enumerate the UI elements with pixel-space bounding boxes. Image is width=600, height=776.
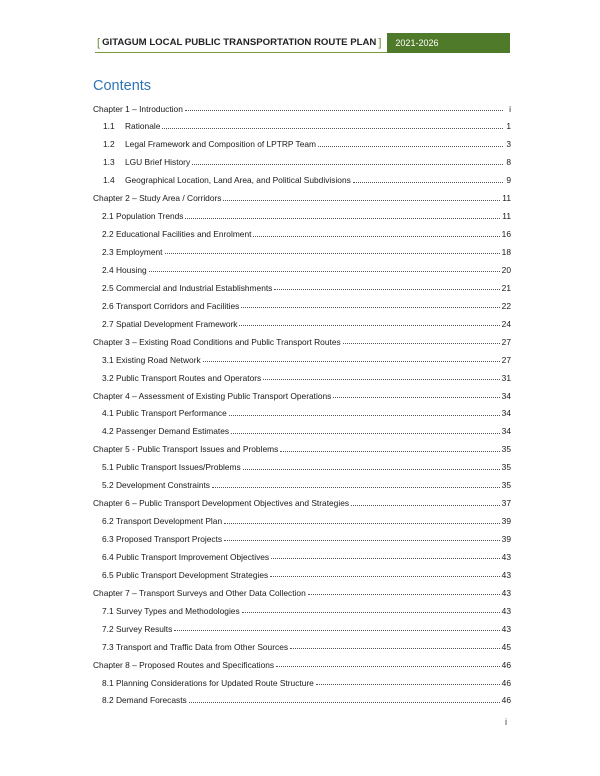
toc-dot-leader <box>223 200 500 201</box>
toc-section-entry[interactable] <box>93 634 511 652</box>
toc-dot-leader <box>243 469 500 470</box>
page-number: i <box>505 717 507 727</box>
toc-section-entry[interactable] <box>93 670 511 688</box>
toc-section-entry[interactable] <box>93 132 511 150</box>
toc-entry-page: 46 <box>501 695 511 706</box>
toc-entry-page: i <box>509 103 511 114</box>
toc-chapter-entry[interactable] <box>93 96 511 114</box>
toc-dot-leader <box>280 451 499 452</box>
toc-entry-page: 3 <box>506 139 511 150</box>
toc-entry-page: 16 <box>501 229 511 240</box>
toc-entry-page: 43 <box>501 623 511 634</box>
toc-dot-leader <box>271 558 500 559</box>
toc-section-entry[interactable] <box>93 365 511 383</box>
toc-entry-page: 43 <box>501 569 511 580</box>
toc-entry-label: 2.3 Employment <box>102 247 163 258</box>
toc-entry-label: 8.1 Planning Considerations for Updated Route Structure <box>102 677 314 688</box>
toc-dot-leader <box>239 325 499 326</box>
toc-dot-leader <box>270 576 499 577</box>
toc-entry-page: 8 <box>506 157 511 168</box>
toc-entry-label: 6.4 Public Transport Improvement Objectives <box>102 551 270 562</box>
toc-section-entry[interactable] <box>93 222 511 240</box>
toc-dot-leader <box>165 253 500 254</box>
toc-entry-page: 9 <box>506 175 511 186</box>
toc-section-entry[interactable] <box>93 293 511 311</box>
toc-dot-leader <box>242 612 500 613</box>
toc-entry-number: 1.3 <box>103 157 115 168</box>
toc-dot-leader <box>185 110 503 111</box>
toc-entry-label: 2.4 Housing <box>102 264 147 275</box>
toc-section-entry[interactable] <box>93 562 511 580</box>
toc-dot-leader <box>185 218 500 219</box>
toc-entry-number: 1.1 <box>103 121 115 132</box>
running-header <box>95 33 510 53</box>
toc-entry-label: 2.7 Spatial Development Framework <box>102 318 238 329</box>
toc-entry-label: 6.2 Transport Development Plan <box>102 516 223 527</box>
toc-entry-page: 34 <box>501 390 511 401</box>
header-title: GITAGUM LOCAL PUBLIC TRANSPORTATION ROUTE PLAN <box>102 37 377 48</box>
toc-dot-leader <box>231 433 500 434</box>
toc-section-entry[interactable] <box>93 347 511 365</box>
toc-entry-number: 1.4 <box>103 175 115 186</box>
toc-entry-label: 7.3 Transport and Traffic Data from Other Sources <box>102 641 289 652</box>
toc-entry-label: Legal Framework and Composition of LPTRP Team <box>125 139 317 150</box>
toc-entry-label: 2.2 Educational Facilities and Enrolment <box>102 229 252 240</box>
toc-entry-page: 1 <box>506 121 511 132</box>
toc-entry-label: Chapter 7 – Transport Surveys and Other Data Collection <box>93 587 306 598</box>
toc-entry-page: 46 <box>501 659 511 670</box>
toc-dot-leader <box>316 684 500 685</box>
toc-section-entry[interactable] <box>93 401 511 419</box>
toc-entry-page: 46 <box>501 677 511 688</box>
toc-entry-label: 7.1 Survey Types and Methodologies <box>102 605 240 616</box>
toc-section-entry[interactable] <box>93 509 511 527</box>
toc-section-entry[interactable] <box>93 204 511 222</box>
toc-dot-leader <box>290 648 500 649</box>
toc-entry-label: 4.1 Public Transport Performance <box>102 408 227 419</box>
toc-entry-label: 5.2 Development Constraints <box>102 480 210 491</box>
toc-chapter-entry[interactable] <box>93 329 511 347</box>
toc-section-entry[interactable] <box>93 275 511 293</box>
toc-entry-label: Chapter 1 – Introduction <box>93 103 183 114</box>
toc-entry-label: Chapter 5 - Public Transport Issues and Problems <box>93 444 279 455</box>
toc-section-entry[interactable] <box>93 311 511 329</box>
toc-entry-label: 2.5 Commercial and Industrial Establishments <box>102 282 273 293</box>
toc-dot-leader <box>224 523 500 524</box>
toc-entry-page: 18 <box>501 247 511 258</box>
toc-entry-label: 4.2 Passenger Demand Estimates <box>102 426 230 437</box>
toc-dot-leader <box>174 630 499 631</box>
toc-entry-page: 43 <box>501 605 511 616</box>
toc-entry-page: 20 <box>501 264 511 275</box>
toc-entry-page: 24 <box>501 318 511 329</box>
toc-entry-page: 34 <box>501 408 511 419</box>
toc-dot-leader <box>274 289 499 290</box>
toc-entry-page: 11 <box>502 211 511 222</box>
toc-chapter-entry[interactable] <box>93 186 511 204</box>
toc-section-entry[interactable] <box>93 544 511 562</box>
toc-section-entry[interactable] <box>93 150 511 168</box>
toc-entry-page: 43 <box>501 587 511 598</box>
toc-dot-leader <box>203 361 500 362</box>
toc-section-entry[interactable] <box>93 688 511 706</box>
toc-entry-page: 21 <box>501 282 511 293</box>
toc-entry-label: 5.1 Public Transport Issues/Problems <box>102 462 241 473</box>
toc-dot-leader <box>343 343 500 344</box>
toc-entry-label: Geographical Location, Land Area, and Political Subdivisions <box>125 175 351 186</box>
toc-dot-leader <box>212 487 500 488</box>
toc-entry-label: 2.1 Population Trends <box>102 211 184 222</box>
toc-chapter-entry[interactable] <box>93 383 511 401</box>
toc-section-entry[interactable] <box>93 616 511 634</box>
toc-chapter-entry[interactable] <box>93 491 511 509</box>
toc-chapter-entry[interactable] <box>93 437 511 455</box>
toc-dot-leader <box>192 164 503 165</box>
toc-entry-number: 1.2 <box>103 139 115 150</box>
toc-entry-page: 39 <box>501 534 511 545</box>
header-bracket-open: [ <box>97 36 101 49</box>
toc-entry-label: Chapter 4 – Assessment of Existing Public Transport Operations <box>93 390 332 401</box>
toc-section-entry[interactable] <box>93 473 511 491</box>
toc-entry-page: 35 <box>501 444 511 455</box>
toc-entry-page: 35 <box>501 480 511 491</box>
toc-dot-leader <box>333 397 499 398</box>
toc-section-entry[interactable] <box>93 455 511 473</box>
toc-entry-label: 6.3 Proposed Transport Projects <box>102 534 223 545</box>
toc-entry-page: 45 <box>501 641 511 652</box>
toc-entry-page: 35 <box>501 462 511 473</box>
toc-entry-page: 22 <box>501 300 511 311</box>
toc-entry-label: Chapter 8 – Proposed Routes and Specifications <box>93 659 275 670</box>
toc-dot-leader <box>229 415 500 416</box>
toc-entry-label: Chapter 3 – Existing Road Conditions and Public Transport Routes <box>93 336 341 347</box>
toc-section-entry[interactable] <box>93 240 511 258</box>
toc-entry-label: Rationale <box>125 121 161 132</box>
toc-entry-label: 2.6 Transport Corridors and Facilities <box>102 300 240 311</box>
toc-entry-label: 7.2 Survey Results <box>102 623 173 634</box>
toc-section-entry[interactable] <box>93 419 511 437</box>
toc-dot-leader <box>353 182 503 183</box>
toc-dot-leader <box>189 702 500 703</box>
toc-entry-label: 3.1 Existing Road Network <box>102 354 201 365</box>
header-title-box <box>95 33 387 53</box>
toc-dot-leader <box>224 540 500 541</box>
toc-dot-leader <box>351 505 500 506</box>
toc-entry-label: 8.2 Demand Forecasts <box>102 695 187 706</box>
toc-dot-leader <box>318 146 503 147</box>
header-years: 2021-2026 <box>387 33 510 53</box>
toc-entry-page: 39 <box>501 516 511 527</box>
toc-section-entry[interactable] <box>93 527 511 545</box>
toc-dot-leader <box>162 128 503 129</box>
toc-dot-leader <box>276 666 500 667</box>
toc-chapter-entry[interactable] <box>93 652 511 670</box>
table-of-contents <box>93 96 511 706</box>
toc-dot-leader <box>308 594 500 595</box>
toc-entry-label: Chapter 6 – Public Transport Development Objectives and Strategies <box>93 498 350 509</box>
toc-entry-label: LGU Brief History <box>125 157 191 168</box>
toc-section-entry[interactable] <box>93 168 511 186</box>
toc-entry-page: 43 <box>501 551 511 562</box>
toc-dot-leader <box>253 236 499 237</box>
toc-entry-page: 27 <box>501 354 511 365</box>
contents-heading: Contents <box>93 78 152 94</box>
toc-entry-page: 27 <box>501 336 511 347</box>
toc-section-entry[interactable] <box>93 257 511 275</box>
toc-dot-leader <box>149 271 500 272</box>
toc-entry-page: 11 <box>502 193 511 204</box>
toc-entry-label: Chapter 2 – Study Area / Corridors <box>93 193 222 204</box>
header-bracket-close: ] <box>378 36 382 49</box>
toc-dot-leader <box>263 379 499 380</box>
toc-entry-page: 31 <box>501 372 511 383</box>
toc-entry-label: 6.5 Public Transport Development Strategies <box>102 569 269 580</box>
toc-dot-leader <box>241 307 499 308</box>
toc-entry-page: 34 <box>501 426 511 437</box>
toc-section-entry[interactable] <box>93 598 511 616</box>
toc-entry-page: 37 <box>501 498 511 509</box>
toc-chapter-entry[interactable] <box>93 580 511 598</box>
toc-section-entry[interactable] <box>93 114 511 132</box>
toc-entry-label: 3.2 Public Transport Routes and Operators <box>102 372 262 383</box>
